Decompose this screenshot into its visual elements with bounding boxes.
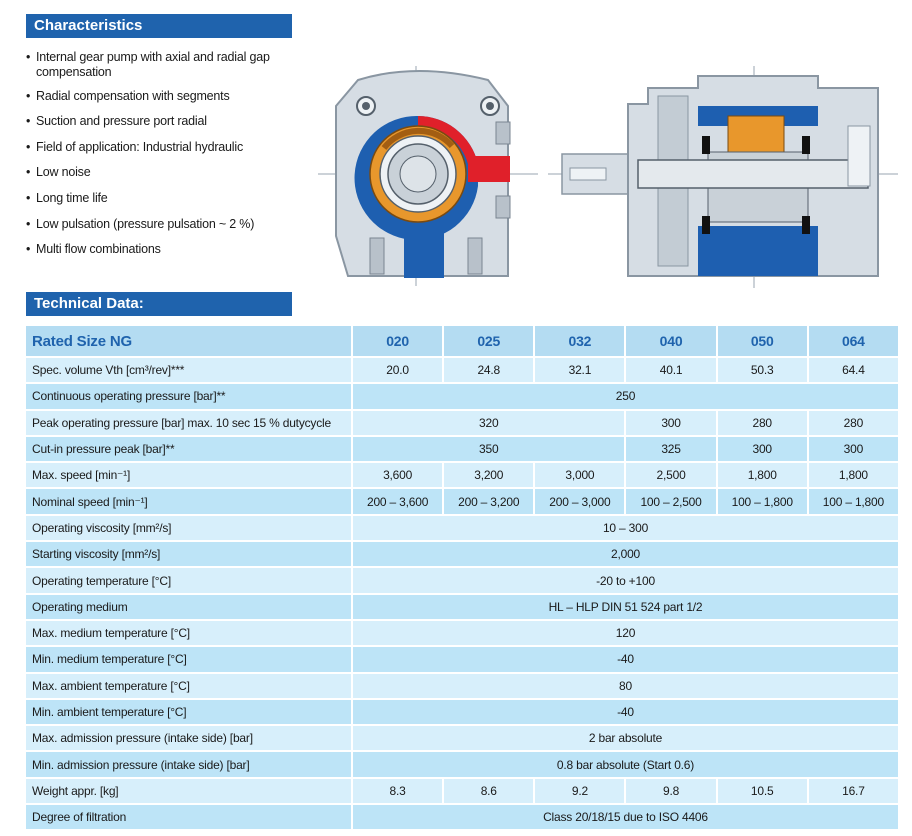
row-label: Degree of filtration [26,804,352,830]
table-header-row [26,326,899,357]
header-size: 050 [717,326,808,357]
row-label: Cut-in pressure peak [bar]** [26,436,352,462]
header-size: 040 [625,326,716,357]
header-label: Rated Size NG [26,326,352,357]
row-value: 3,000 [534,462,625,488]
table-row [26,725,899,751]
row-value: -20 to +100 [352,567,899,593]
row-label: Nominal speed [min⁻¹] [26,488,352,514]
row-value: 250 [352,383,899,409]
row-label: Operating temperature [°C] [26,567,352,593]
list-item: • Long time life [26,191,316,206]
row-value: 20.0 [352,357,443,383]
row-value: 200 – 3,600 [352,488,443,514]
table-row [26,751,899,777]
row-label: Operating medium [26,594,352,620]
table-row [26,646,899,672]
row-label: Operating viscosity [mm²/s] [26,515,352,541]
pump-side-view-illustration [548,66,898,288]
row-value: Class 20/18/15 due to ISO 4406 [352,804,899,830]
row-label: Spec. volume Vth [cm³/rev]*** [26,357,352,383]
technical-data-title: Technical Data: [26,292,292,316]
row-label: Max. medium temperature [°C] [26,620,352,646]
row-value: 300 [625,410,716,436]
row-value: 300 [717,436,808,462]
characteristics-title: Characteristics [26,14,292,38]
row-value: 100 – 1,800 [808,488,899,514]
list-item: • Internal gear pump with axial and radial gap compensation [26,50,316,80]
list-item: • Low pulsation (pressure pulsation ~ 2 %) [26,217,316,232]
row-value: 3,200 [443,462,534,488]
header-size: 025 [443,326,534,357]
row-value: 280 [808,410,899,436]
header-size: 020 [352,326,443,357]
header-size: 064 [808,326,899,357]
row-label: Continuous operating pressure [bar]** [26,383,352,409]
row-label: Max. admission pressure (intake side) [bar] [26,725,352,751]
list-item: • Low noise [26,165,316,180]
row-value: 40.1 [625,357,716,383]
row-value: 280 [717,410,808,436]
list-item: • Multi flow combinations [26,242,316,257]
row-value: 350 [352,436,625,462]
row-value: 1,800 [808,462,899,488]
row-value: 200 – 3,200 [443,488,534,514]
row-value: 8.6 [443,778,534,804]
row-value: 10.5 [717,778,808,804]
row-value: 16.7 [808,778,899,804]
row-value: 2 bar absolute [352,725,899,751]
row-value: 300 [808,436,899,462]
row-value: 32.1 [534,357,625,383]
row-value: 2,500 [625,462,716,488]
row-value: 100 – 2,500 [625,488,716,514]
row-value: -40 [352,699,899,725]
table-row [26,778,899,804]
row-value: 200 – 3,000 [534,488,625,514]
row-value: 9.2 [534,778,625,804]
row-value: 3,600 [352,462,443,488]
row-value: 2,000 [352,541,899,567]
row-value: -40 [352,646,899,672]
table-row [26,541,899,567]
row-value: 50.3 [717,357,808,383]
row-value: 100 – 1,800 [717,488,808,514]
list-item: • Field of application: Industrial hydraulic [26,140,316,155]
table-row [26,436,899,462]
table-row [26,620,899,646]
table-row [26,462,899,488]
table-row [26,357,899,383]
row-value: 120 [352,620,899,646]
list-item: • Suction and pressure port radial [26,114,316,129]
row-label: Min. ambient temperature [°C] [26,699,352,725]
table-row [26,594,899,620]
table-row [26,488,899,514]
technical-data-table [26,326,900,831]
table-row [26,567,899,593]
table-row [26,673,899,699]
list-item: • Radial compensation with segments [26,89,316,104]
row-label: Weight appr. [kg] [26,778,352,804]
row-value: 1,800 [717,462,808,488]
row-value: 80 [352,673,899,699]
row-label: Max. speed [min⁻¹] [26,462,352,488]
row-label: Peak operating pressure [bar] max. 10 sec 15 % dutycycle [26,410,352,436]
row-label: Max. ambient temperature [°C] [26,673,352,699]
row-label: Min. medium temperature [°C] [26,646,352,672]
table-row [26,410,899,436]
table-row [26,804,899,830]
pump-front-view-illustration [318,66,538,286]
row-label: Min. admission pressure (intake side) [bar] [26,751,352,777]
row-value: 320 [352,410,625,436]
row-value: 325 [625,436,716,462]
row-value: 8.3 [352,778,443,804]
row-value: 24.8 [443,357,534,383]
row-value: 0.8 bar absolute (Start 0.6) [352,751,899,777]
table-row [26,383,899,409]
table-row [26,699,899,725]
row-value: 9.8 [625,778,716,804]
row-value: 64.4 [808,357,899,383]
row-label: Starting viscosity [mm²/s] [26,541,352,567]
table-row [26,515,899,541]
row-value: HL – HLP DIN 51 524 part 1/2 [352,594,899,620]
characteristics-list [26,50,316,268]
header-size: 032 [534,326,625,357]
row-value: 10 – 300 [352,515,899,541]
